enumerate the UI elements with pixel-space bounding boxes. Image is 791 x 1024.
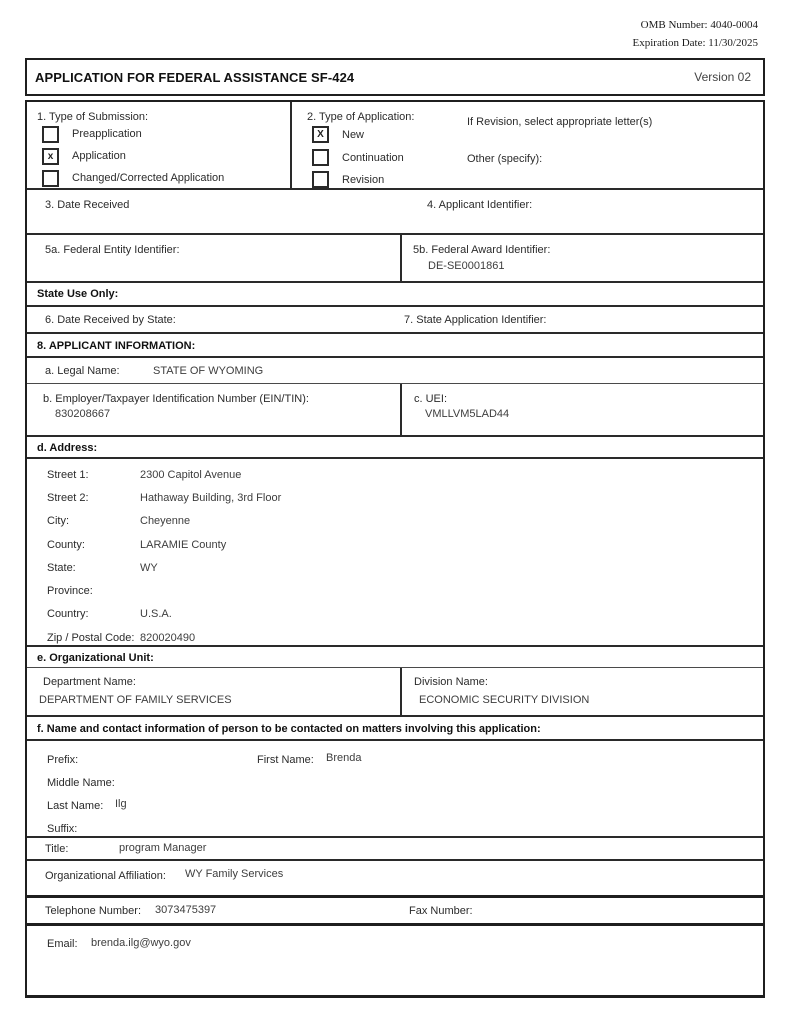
type-of-submission-label: 1. Type of Submission: [37, 111, 149, 123]
checkbox-revision[interactable] [312, 171, 329, 188]
row-ein-uei [27, 383, 763, 435]
row-organizational-unit-header [27, 645, 763, 667]
row-submission-and-application-type [27, 102, 763, 188]
fax-number-label: Fax Number: [409, 905, 473, 917]
first-name-value[interactable]: Brenda [326, 752, 362, 764]
email-value[interactable]: brenda.ilg@wyo.gov [91, 937, 191, 949]
omb-expiration-date: Expiration Date: 11/30/2025 [632, 37, 758, 49]
city-label: City: [47, 515, 69, 527]
address-block [27, 457, 763, 645]
first-name-label: First Name: [257, 754, 314, 766]
form-body [25, 100, 765, 998]
uei-value[interactable]: VMLLVM5LAD44 [425, 408, 510, 420]
checkbox-preapplication-label: Preapplication [72, 128, 142, 140]
department-name-label: Department Name: [43, 676, 136, 688]
contact-header: f. Name and contact information of person to be contacted on matters involving this application: [37, 723, 541, 735]
state-label: State: [47, 562, 76, 574]
row-state-use-only [27, 281, 763, 305]
checkbox-application[interactable]: x [42, 148, 59, 165]
type-of-application-label: 2. Type of Application: [307, 111, 415, 123]
ein-label: b. Employer/Taxpayer Identification Number (EIN/TIN): [43, 393, 309, 405]
column-divider [400, 235, 402, 281]
street2-value[interactable]: Hathaway Building, 3rd Floor [140, 492, 282, 504]
row-applicant-information-header [27, 332, 763, 356]
street1-value[interactable]: 2300 Capitol Avenue [140, 469, 242, 481]
title-value[interactable]: program Manager [119, 842, 207, 854]
contact-name-block [27, 739, 763, 836]
ein-value[interactable]: 830208667 [55, 408, 111, 420]
row-legal-name [27, 356, 763, 383]
organizational-affiliation-label: Organizational Affiliation: [45, 870, 166, 882]
row-email [27, 923, 763, 996]
state-application-identifier-label: 7. State Application Identifier: [404, 314, 547, 326]
type-of-submission-section [27, 102, 292, 188]
suffix-label: Suffix: [47, 823, 78, 835]
column-divider [400, 668, 402, 715]
checkbox-revision-label: Revision [342, 174, 385, 186]
telephone-label: Telephone Number: [45, 905, 142, 917]
federal-award-identifier-value[interactable]: DE-SE0001861 [428, 260, 505, 272]
province-label: Province: [47, 585, 93, 597]
street2-label: Street 2: [47, 492, 89, 504]
title-label: Title: [45, 843, 69, 855]
organizational-affiliation-value[interactable]: WY Family Services [185, 868, 284, 880]
row-organizational-affiliation [27, 859, 763, 895]
checkbox-new[interactable]: X [312, 126, 329, 143]
legal-name-value[interactable]: STATE OF WYOMING [153, 365, 264, 377]
column-divider [400, 384, 402, 435]
division-name-label: Division Name: [414, 676, 488, 688]
last-name-value[interactable]: Ilg [115, 798, 127, 810]
row-telephone-fax [27, 895, 763, 923]
date-received-by-state-label: 6. Date Received by State: [45, 314, 176, 326]
omb-number: OMB Number: 4040-0004 [640, 19, 758, 31]
state-use-only-label: State Use Only: [37, 288, 119, 300]
county-label: County: [47, 539, 85, 551]
middle-name-label: Middle Name: [47, 777, 115, 789]
form-title: APPLICATION FOR FEDERAL ASSISTANCE SF-424 [35, 69, 355, 85]
date-received-label: 3. Date Received [45, 199, 130, 211]
division-name-value[interactable]: ECONOMIC SECURITY DIVISION [419, 694, 590, 706]
row-state-received [27, 305, 763, 332]
checkbox-continuation-label: Continuation [342, 152, 404, 164]
checkbox-preapplication[interactable] [42, 126, 59, 143]
federal-award-identifier-label: 5b. Federal Award Identifier: [413, 244, 551, 256]
organizational-unit-header: e. Organizational Unit: [37, 652, 154, 664]
row-date-received-applicant-id [27, 188, 763, 233]
country-label: Country: [47, 608, 89, 620]
form-title-bar [25, 58, 765, 96]
row-contact-header [27, 715, 763, 739]
row-address-header [27, 435, 763, 457]
last-name-label: Last Name: [47, 800, 104, 812]
street1-label: Street 1: [47, 469, 89, 481]
form-version: Version 02 [694, 70, 751, 84]
city-value[interactable]: Cheyenne [140, 515, 191, 527]
email-label: Email: [47, 938, 78, 950]
county-value[interactable]: LARAMIE County [140, 539, 227, 551]
checkbox-new-label: New [342, 129, 365, 141]
state-value[interactable]: WY [140, 562, 158, 574]
applicant-information-header: 8. APPLICANT INFORMATION: [37, 340, 196, 352]
prefix-label: Prefix: [47, 754, 79, 766]
telephone-value[interactable]: 3073475397 [155, 904, 217, 916]
legal-name-label: a. Legal Name: [45, 365, 120, 377]
uei-label: c. UEI: [414, 393, 448, 405]
department-name-value[interactable]: DEPARTMENT OF FAMILY SERVICES [39, 694, 232, 706]
revision-letters-note: If Revision, select appropriate letter(s) [467, 116, 653, 128]
checkbox-application-label: Application [72, 150, 126, 162]
row-department-division [27, 667, 763, 715]
zip-label: Zip / Postal Code: [47, 632, 135, 644]
checkbox-changed-corrected[interactable] [42, 170, 59, 187]
row-federal-identifiers [27, 233, 763, 281]
checkbox-continuation[interactable] [312, 149, 329, 166]
checkbox-changed-corrected-label: Changed/Corrected Application [72, 172, 225, 184]
other-specify-label: Other (specify): [467, 153, 543, 165]
applicant-identifier-label: 4. Applicant Identifier: [427, 199, 533, 211]
address-header: d. Address: [37, 442, 98, 454]
country-value[interactable]: U.S.A. [140, 608, 172, 620]
omb-block [633, 16, 758, 52]
zip-value[interactable]: 820020490 [140, 632, 196, 644]
row-contact-title [27, 836, 763, 859]
federal-entity-identifier-label: 5a. Federal Entity Identifier: [45, 244, 180, 256]
